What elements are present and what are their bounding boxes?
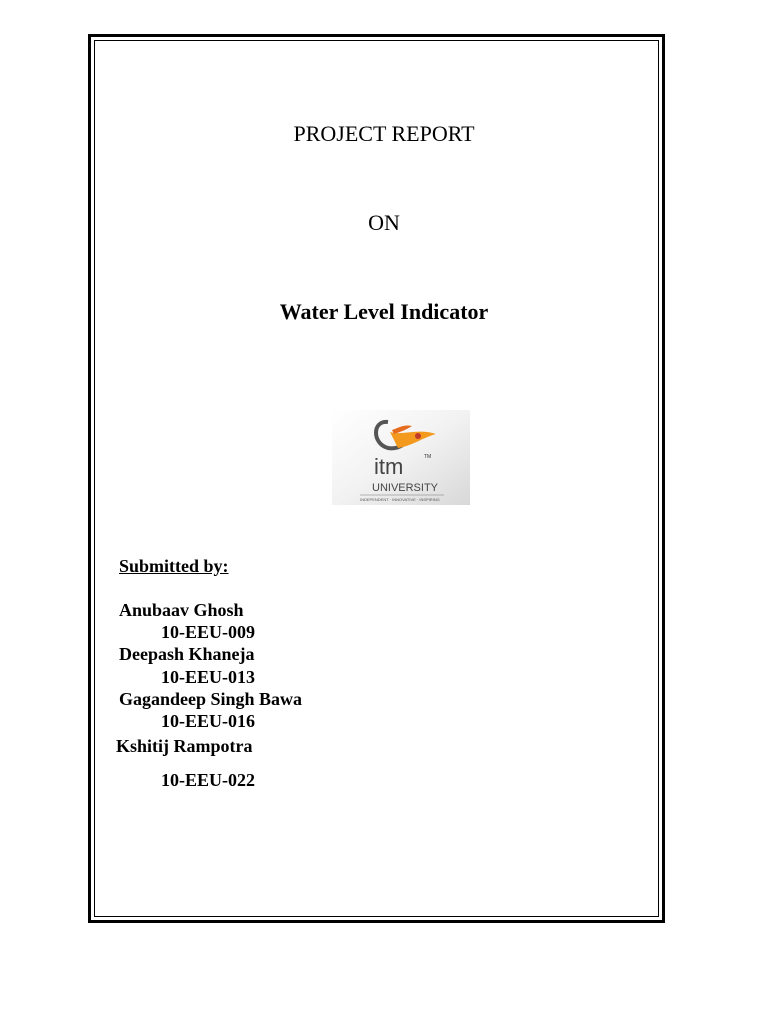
student-roll: 10-EEU-009 bbox=[161, 622, 255, 642]
logo-trademark: TM bbox=[424, 454, 432, 460]
student-name: Kshitij Rampotra bbox=[116, 736, 253, 756]
student-name: Deepash Khaneja bbox=[119, 644, 255, 664]
logo-mark-name: itm bbox=[374, 454, 404, 479]
logo-wordmark: UNIVERSITY bbox=[372, 482, 439, 494]
student-roll: 10-EEU-022 bbox=[161, 770, 255, 790]
logo-dot bbox=[415, 433, 421, 439]
report-on: ON bbox=[368, 210, 400, 235]
itm-university-logo bbox=[332, 410, 470, 505]
student-name: Gagandeep Singh Bawa bbox=[119, 689, 303, 709]
report-heading: PROJECT REPORT bbox=[293, 121, 475, 146]
project-title: Water Level Indicator bbox=[279, 299, 489, 324]
student-roll: 10-EEU-016 bbox=[161, 711, 255, 731]
student-name: Anubaav Ghosh bbox=[119, 600, 244, 620]
submitted-by-heading: Submitted by: bbox=[119, 556, 229, 576]
logo-tagline: INDEPENDENT · INNOVATIVE · INSPIRING bbox=[360, 497, 440, 502]
student-roll: 10-EEU-013 bbox=[161, 667, 255, 687]
